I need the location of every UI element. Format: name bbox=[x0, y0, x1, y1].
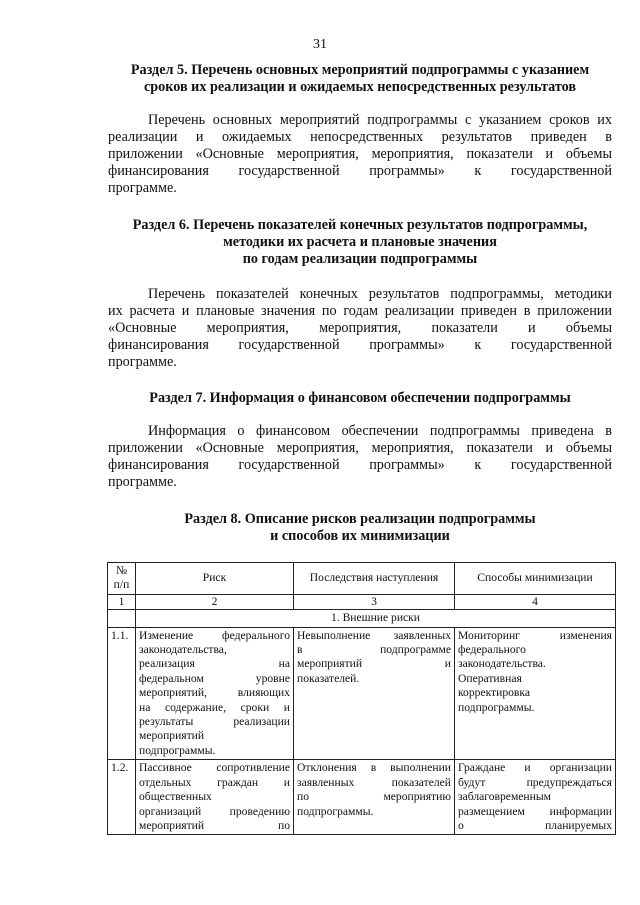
section6-text bbox=[108, 286, 612, 371]
cell-line: Изменение федерального bbox=[139, 628, 290, 642]
section6-heading-line: по годам реализации подпрограммы bbox=[242, 251, 478, 267]
cell-line: отдельных граждан и bbox=[139, 775, 290, 789]
cell-line: Граждане и организации bbox=[458, 761, 612, 775]
section5-text-line: Перечень основных мероприятий подпрограммы с указанием сроков их bbox=[148, 112, 612, 128]
cell-line: Мониторинг изменения bbox=[458, 628, 612, 642]
cell-line: законодательства, bbox=[139, 643, 227, 657]
cell-line: о планируемых bbox=[458, 818, 612, 832]
section7-text-line: Информация о финансовом обеспечении подпрограммы приведена в bbox=[148, 423, 612, 439]
column-number: 2 bbox=[136, 594, 294, 609]
row-number: 1.2. bbox=[108, 760, 136, 835]
section6-heading bbox=[108, 217, 612, 268]
cell-line: Оперативная bbox=[458, 671, 522, 685]
row-number: 1.1. bbox=[108, 627, 136, 760]
section-row-spacer bbox=[108, 610, 136, 627]
section8-heading bbox=[108, 511, 612, 545]
section5-text-line: приложении «Основные мероприятия, мероприятия, показатели и объемы bbox=[108, 146, 612, 162]
section6-heading-line: методики их расчета и плановые значения bbox=[223, 234, 497, 250]
section6-text-line: программе. bbox=[108, 354, 177, 370]
section7-heading-line: Раздел 7. Информация о финансовом обеспечении подпрограммы bbox=[149, 390, 571, 406]
cell-line: общественных bbox=[139, 790, 212, 804]
section5-heading-line: сроков их реализации и ожидаемых непосредственных результатов bbox=[143, 79, 577, 95]
header-mitigation: Способы минимизации bbox=[455, 563, 616, 595]
cell-line: мероприятий, влияющих bbox=[139, 686, 290, 700]
cell-line: будут предупреждаться bbox=[458, 775, 612, 789]
column-number: 1 bbox=[108, 594, 136, 609]
cell-line: в подпрограмме bbox=[297, 643, 451, 657]
section5-text bbox=[108, 112, 612, 197]
header-number-line1: № bbox=[115, 564, 128, 577]
header-number-line2: п/п bbox=[113, 578, 130, 592]
cell-line: по мероприятию bbox=[297, 790, 451, 804]
column-number-row bbox=[108, 594, 616, 609]
consequences-cell bbox=[294, 627, 455, 760]
section5-heading bbox=[108, 62, 612, 96]
header-number bbox=[108, 563, 136, 595]
column-number: 3 bbox=[294, 594, 455, 609]
section6-text-line: «Основные мероприятия, мероприятия, показатели и объемы bbox=[108, 320, 612, 336]
cell-line: Пассивное сопротивление bbox=[139, 761, 290, 775]
header-consequences: Последствия наступления bbox=[294, 563, 455, 595]
cell-line: федеральном уровне bbox=[139, 671, 290, 685]
cell-line: организаций проведению bbox=[139, 804, 290, 818]
section6-text-line: Перечень показателей конечных результатов подпрограммы, методики bbox=[148, 286, 612, 302]
risk-cell bbox=[136, 627, 294, 760]
cell-line: корректировка bbox=[458, 686, 531, 700]
table-row bbox=[108, 760, 616, 835]
page-number: 31 bbox=[313, 37, 327, 52]
mitigation-cell bbox=[455, 760, 616, 835]
section6-heading-line: Раздел 6. Перечень показателей конечных результатов подпрограммы, bbox=[132, 217, 588, 233]
section8-heading-line: и способов их минимизации bbox=[270, 528, 450, 544]
cell-line: Отклонения в выполнении bbox=[297, 761, 451, 775]
cell-line: подпрограммы. bbox=[139, 743, 216, 757]
cell-line: подпрограммы. bbox=[458, 700, 535, 714]
cell-line: заявленных показателей bbox=[297, 775, 451, 789]
section7-heading bbox=[108, 390, 612, 407]
section5-text-line: реализации и ожидаемых непосредственных результатов приведен в bbox=[108, 129, 612, 145]
cell-line: на содержание, сроки и bbox=[139, 700, 290, 714]
risks-table bbox=[107, 562, 616, 835]
table-row bbox=[108, 627, 616, 760]
cell-line: заблаговременным bbox=[458, 790, 551, 804]
cell-line: подпрограммы. bbox=[297, 804, 374, 818]
cell-line: результаты реализации bbox=[139, 715, 290, 729]
cell-line: показателей. bbox=[297, 671, 360, 685]
column-number: 4 bbox=[455, 594, 616, 609]
cell-line: федерального bbox=[458, 643, 526, 657]
section7-text-line: приложении «Основные мероприятия, мероприятия, показатели и объемы bbox=[108, 440, 612, 456]
section-row bbox=[108, 610, 616, 627]
table-header-row bbox=[108, 563, 616, 595]
section5-text-line: финансирования государственной программы» к государственной bbox=[108, 163, 612, 179]
section6-text-line: финансирования государственной программы» к государственной bbox=[108, 337, 612, 353]
section7-text-line: финансирования государственной программы» к государственной bbox=[108, 457, 612, 473]
cell-line: мероприятий по bbox=[139, 818, 290, 832]
cell-line: мероприятий bbox=[139, 729, 205, 743]
section5-heading-line: Раздел 5. Перечень основных мероприятий подпрограммы с указанием bbox=[130, 62, 590, 78]
cell-line: размещением информации bbox=[458, 804, 612, 818]
section8-heading-line: Раздел 8. Описание рисков реализации подпрограммы bbox=[184, 511, 536, 527]
consequences-cell bbox=[294, 760, 455, 835]
section5-text-line: программе. bbox=[108, 180, 177, 196]
risk-cell bbox=[136, 760, 294, 835]
section6-text-line: их расчета и плановые значения по годам реализации приведен в приложении bbox=[108, 303, 612, 319]
section7-text bbox=[108, 423, 612, 491]
cell-line: мероприятий и bbox=[297, 657, 451, 671]
cell-line: реализация на bbox=[139, 657, 290, 671]
cell-line: законодательства. bbox=[458, 657, 546, 671]
mitigation-cell bbox=[455, 627, 616, 760]
section7-text-line: программе. bbox=[108, 474, 177, 490]
cell-line: Невыполнение заявленных bbox=[297, 628, 451, 642]
header-risk: Риск bbox=[136, 563, 294, 595]
section-row-label: 1. Внешние риски bbox=[136, 610, 616, 627]
